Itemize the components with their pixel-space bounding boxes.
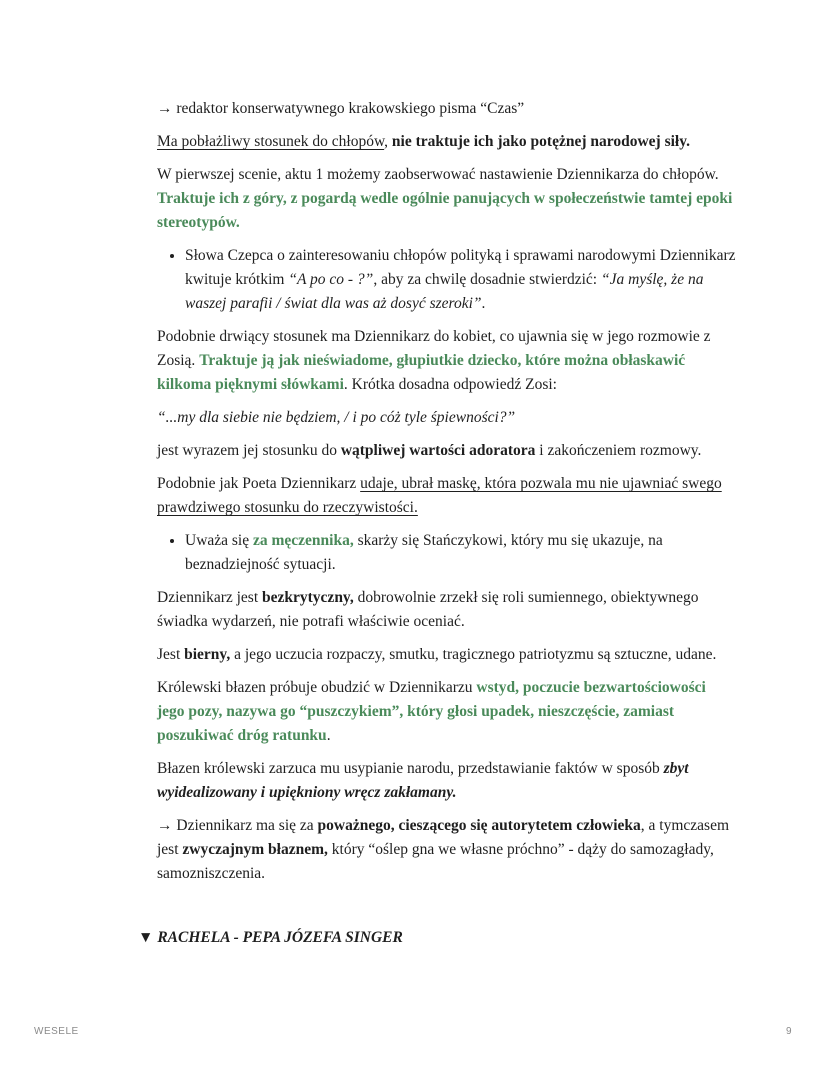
paragraph-mask: Podobnie jak Poeta Dziennikarz udaje, ubrał maskę, która pozwala mu nie ujawniać swego prawdziwego stosunku do rzeczywistości. — [157, 475, 722, 516]
paragraph-editor-role: → redaktor konserwatywnego krakowskiego pisma “Czas” — [157, 100, 525, 117]
list-item: • Uważa się za męczennika, skarży się Stańczykowi, który mu się ukazuje, na beznadziejność sytuacji. — [185, 529, 737, 577]
paragraph-adorer: jest wyrazem jej stosunku do wątpliwej wartości adoratora i zakończeniem rozmowy. — [157, 442, 702, 459]
footer-document-title: WESELE — [34, 1026, 79, 1037]
section-heading-rachela[interactable]: ▼ RACHELA - PEPA JÓZEFA SINGER — [138, 929, 403, 946]
paragraph-first-scene: W pierwszej scenie, aktu 1 możemy zaobserwować nastawienie Dziennikarza do chłopów. Traktuje ich z góry, z pogardą wedle ogólnie panujących w społeczeństwie tamtej epoki stereotypów. — [157, 166, 733, 231]
paragraph-women-attitude: Podobnie drwiący stosunek ma Dziennikarz do kobiet, co ujawnia się w jego rozmowie z Zosią. Traktuje ją jak nieświadome, głupiutkie dziecko, które można obłaskawić kilkoma pięknymi słówkami. Krótka dosadna odpowiedź Zosi: — [157, 328, 711, 393]
paragraph-jester-shame: Królewski błazen próbuje obudzić w Dziennikarzu wstyd, poczucie bezwartościowości jego pozy, nazywa go “puszczykiem”, który głosi upadek, nieszczęście, zamiast poszukiwać dróg ratunku. — [157, 679, 706, 744]
bullet-list-martyr — [157, 529, 737, 577]
paragraph-conclusion: → Dziennikarz ma się za poważnego, cieszącego się autorytetem człowieka, a tymczasem jest zwyczajnym błaznem, który “oślep gna we własne próchno” - dąży do samozagłady, samozniszczenia. — [157, 817, 730, 882]
quote-zosia: “...my dla siebie nie będziem, / i po cóż tyle śpiewności?” — [157, 409, 516, 426]
paragraph-passive: Jest bierny, a jego uczucia rozpaczy, smutku, tragicznego patriotyzmu są sztuczne, udane. — [157, 646, 717, 663]
bullet-list-czepiec — [157, 244, 737, 316]
footer-page-number: 9 — [785, 1026, 792, 1037]
paragraph-peasants-attitude: Ma pobłażliwy stosunek do chłopów, nie traktuje ich jako potężnej narodowej siły. — [157, 133, 690, 150]
paragraph-jester-accuses: Błazen królewski zarzuca mu usypianie narodu, przedstawianie faktów w sposób zbyt wyidealizowany i upiękniony wręcz zakłamany. — [157, 760, 689, 801]
list-item: • Słowa Czepca o zainteresowaniu chłopów polityką i sprawami narodowymi Dziennikarz kwituje krótkim “A po co - ?”, aby za chwilę dosadnie stwierdzić: “Ja myślę, że na waszej parafii / świat dla was aż dosyć szeroki”. — [185, 244, 737, 316]
paragraph-uncritical: Dziennikarz jest bezkrytyczny, dobrowolnie zrzekł się roli sumiennego, obiektywnego świadka wydarzeń, nie potrafi właściwie oceniać. — [157, 589, 699, 630]
page-content — [157, 97, 737, 895]
collapse-triangle-icon[interactable]: ▼ — [138, 929, 154, 946]
